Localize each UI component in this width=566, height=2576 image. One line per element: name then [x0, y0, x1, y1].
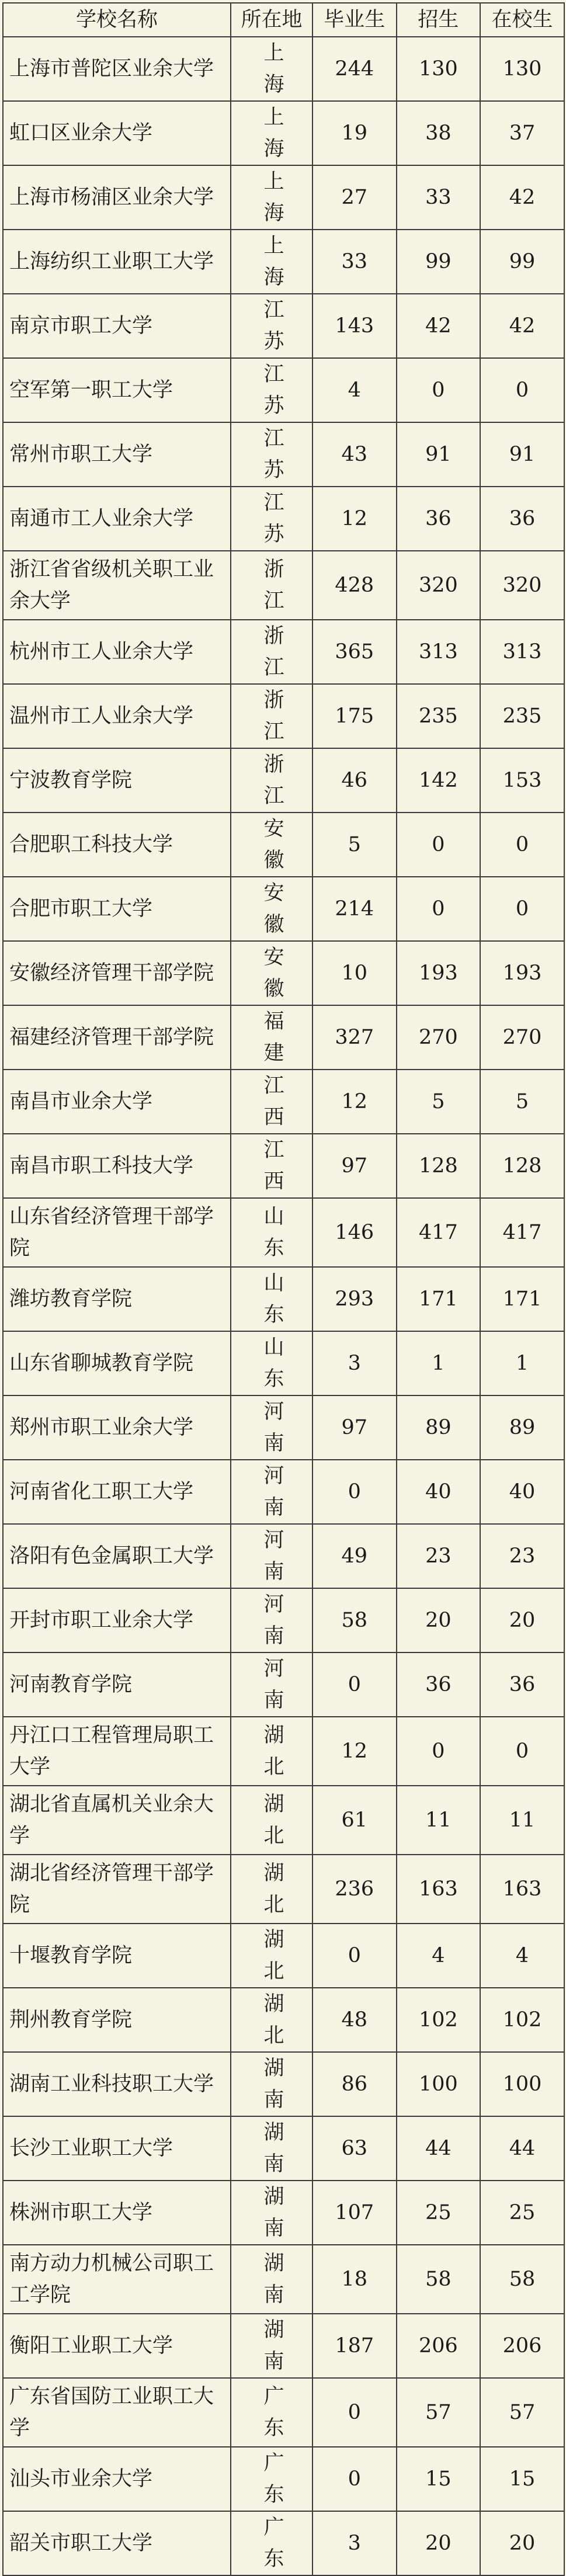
enrollment-cell: 40 — [397, 1460, 481, 1524]
school-name-cell: 株洲市职工大学 — [3, 2181, 231, 2245]
enrollment-cell: 15 — [397, 2447, 481, 2511]
location-cell: 湖南 — [231, 2314, 312, 2378]
current-students-cell: 44 — [480, 2116, 564, 2181]
graduates-cell: 10 — [312, 941, 397, 1005]
graduates-cell: 12 — [312, 1070, 397, 1134]
current-students-cell: 58 — [480, 2245, 564, 2314]
current-students-cell: 36 — [480, 487, 564, 551]
school-name-cell: 南昌市业余大学 — [3, 1070, 231, 1134]
current-students-cell: 36 — [480, 1652, 564, 1717]
current-students-cell: 313 — [480, 620, 564, 684]
school-name-cell: 洛阳有色金属职工大学 — [3, 1524, 231, 1588]
enrollment-cell: 1 — [397, 1331, 481, 1395]
current-students-cell: 20 — [480, 2511, 564, 2575]
graduates-cell: 244 — [312, 37, 397, 101]
current-students-cell: 193 — [480, 941, 564, 1005]
graduates-cell: 428 — [312, 551, 397, 620]
school-name-cell: 南京市职工大学 — [3, 294, 231, 358]
header-graduates: 毕业生 — [312, 3, 397, 37]
table-row — [3, 1652, 564, 1717]
school-name-cell: 杭州市工人业余大学 — [3, 620, 231, 684]
school-name-cell: 荆州教育学院 — [3, 1988, 231, 2052]
table-row — [3, 1855, 564, 1924]
location-cell: 安徽 — [231, 813, 312, 877]
table-row — [3, 294, 564, 358]
enrollment-cell: 313 — [397, 620, 481, 684]
graduates-cell: 146 — [312, 1198, 397, 1267]
enrollment-cell: 25 — [397, 2181, 481, 2245]
enrollment-cell: 89 — [397, 1395, 481, 1460]
location-cell: 湖南 — [231, 2245, 312, 2314]
school-name-cell: 上海市普陀区业余大学 — [3, 37, 231, 101]
location-cell: 河南 — [231, 1460, 312, 1524]
current-students-cell: 153 — [480, 748, 564, 813]
location-cell: 河南 — [231, 1652, 312, 1717]
enrollment-cell: 270 — [397, 1005, 481, 1070]
school-name-cell: 上海纺织工业职工大学 — [3, 230, 231, 294]
table-row — [3, 37, 564, 101]
location-cell: 安徽 — [231, 941, 312, 1005]
table-row — [3, 1070, 564, 1134]
enrollment-cell: 0 — [397, 813, 481, 877]
current-students-cell: 0 — [480, 358, 564, 422]
graduates-cell: 5 — [312, 813, 397, 877]
location-cell: 江苏 — [231, 487, 312, 551]
table-row — [3, 2378, 564, 2447]
enrollment-cell: 36 — [397, 1652, 481, 1717]
table-row — [3, 941, 564, 1005]
location-cell: 上海 — [231, 165, 312, 230]
header-school-name: 学校名称 — [3, 3, 231, 37]
table-row — [3, 1924, 564, 1988]
graduates-cell: 61 — [312, 1786, 397, 1855]
location-cell: 浙江 — [231, 620, 312, 684]
location-cell: 湖北 — [231, 1717, 312, 1786]
graduates-cell: 3 — [312, 2511, 397, 2575]
table-row — [3, 165, 564, 230]
enrollment-cell: 57 — [397, 2378, 481, 2447]
enrollment-cell: 38 — [397, 101, 481, 165]
current-students-cell: 15 — [480, 2447, 564, 2511]
graduates-cell: 143 — [312, 294, 397, 358]
table-row — [3, 2447, 564, 2511]
location-cell: 广东 — [231, 2447, 312, 2511]
enrollment-cell: 128 — [397, 1134, 481, 1198]
location-cell: 湖北 — [231, 1924, 312, 1988]
current-students-cell: 0 — [480, 877, 564, 941]
school-name-cell: 潍坊教育学院 — [3, 1267, 231, 1331]
table-row — [3, 2511, 564, 2575]
location-cell: 江苏 — [231, 358, 312, 422]
current-students-cell: 57 — [480, 2378, 564, 2447]
location-cell: 江西 — [231, 1070, 312, 1134]
current-students-cell: 1 — [480, 1331, 564, 1395]
schools-table — [2, 2, 565, 2576]
table-row — [3, 1005, 564, 1070]
current-students-cell: 270 — [480, 1005, 564, 1070]
table-row — [3, 2181, 564, 2245]
graduates-cell: 12 — [312, 1717, 397, 1786]
table-row — [3, 2052, 564, 2116]
location-cell: 广东 — [231, 2511, 312, 2575]
enrollment-cell: 99 — [397, 230, 481, 294]
current-students-cell: 5 — [480, 1070, 564, 1134]
current-students-cell: 163 — [480, 1855, 564, 1924]
school-name-cell: 汕头市业余大学 — [3, 2447, 231, 2511]
current-students-cell: 23 — [480, 1524, 564, 1588]
location-cell: 江西 — [231, 1134, 312, 1198]
table-row — [3, 1717, 564, 1786]
current-students-cell: 42 — [480, 294, 564, 358]
enrollment-cell: 193 — [397, 941, 481, 1005]
graduates-cell: 0 — [312, 1460, 397, 1524]
location-cell: 浙江 — [231, 551, 312, 620]
location-cell: 福建 — [231, 1005, 312, 1070]
enrollment-cell: 42 — [397, 294, 481, 358]
table-row — [3, 1331, 564, 1395]
location-cell: 广东 — [231, 2378, 312, 2447]
enrollment-cell: 320 — [397, 551, 481, 620]
table-row — [3, 358, 564, 422]
table-row — [3, 551, 564, 620]
school-name-cell: 长沙工业职工大学 — [3, 2116, 231, 2181]
enrollment-cell: 36 — [397, 487, 481, 551]
graduates-cell: 3 — [312, 1331, 397, 1395]
school-name-cell: 湖北省直属机关业余大学 — [3, 1786, 231, 1855]
current-students-cell: 89 — [480, 1395, 564, 1460]
current-students-cell: 20 — [480, 1588, 564, 1652]
school-name-cell: 合肥职工科技大学 — [3, 813, 231, 877]
enrollment-cell: 0 — [397, 877, 481, 941]
current-students-cell: 11 — [480, 1786, 564, 1855]
graduates-cell: 48 — [312, 1988, 397, 2052]
current-students-cell: 0 — [480, 813, 564, 877]
school-name-cell: 浙江省省级机关职工业余大学 — [3, 551, 231, 620]
school-name-cell: 河南教育学院 — [3, 1652, 231, 1717]
enrollment-cell: 33 — [397, 165, 481, 230]
enrollment-cell: 11 — [397, 1786, 481, 1855]
school-name-cell: 福建经济管理干部学院 — [3, 1005, 231, 1070]
school-name-cell: 合肥市职工大学 — [3, 877, 231, 941]
current-students-cell: 4 — [480, 1924, 564, 1988]
table-row — [3, 813, 564, 877]
location-cell: 湖南 — [231, 2181, 312, 2245]
graduates-cell: 214 — [312, 877, 397, 941]
table-row — [3, 1460, 564, 1524]
graduates-cell: 365 — [312, 620, 397, 684]
location-cell: 河南 — [231, 1588, 312, 1652]
current-students-cell: 206 — [480, 2314, 564, 2378]
table-row — [3, 877, 564, 941]
enrollment-cell: 100 — [397, 2052, 481, 2116]
school-name-cell: 山东省聊城教育学院 — [3, 1331, 231, 1395]
table-row — [3, 1134, 564, 1198]
current-students-cell: 40 — [480, 1460, 564, 1524]
current-students-cell: 0 — [480, 1717, 564, 1786]
current-students-cell: 100 — [480, 2052, 564, 2116]
enrollment-cell: 235 — [397, 684, 481, 748]
graduates-cell: 49 — [312, 1524, 397, 1588]
table-row — [3, 1588, 564, 1652]
location-cell: 湖北 — [231, 1988, 312, 2052]
table-row — [3, 101, 564, 165]
location-cell: 湖北 — [231, 1855, 312, 1924]
location-cell: 山东 — [231, 1267, 312, 1331]
current-students-cell: 37 — [480, 101, 564, 165]
table-row — [3, 620, 564, 684]
graduates-cell: 58 — [312, 1588, 397, 1652]
graduates-cell: 43 — [312, 422, 397, 487]
school-name-cell: 宁波教育学院 — [3, 748, 231, 813]
table-row — [3, 1786, 564, 1855]
enrollment-cell: 4 — [397, 1924, 481, 1988]
enrollment-cell: 130 — [397, 37, 481, 101]
current-students-cell: 42 — [480, 165, 564, 230]
graduates-cell: 107 — [312, 2181, 397, 2245]
enrollment-cell: 20 — [397, 1588, 481, 1652]
current-students-cell: 99 — [480, 230, 564, 294]
school-name-cell: 南方动力机械公司职工工学院 — [3, 2245, 231, 2314]
enrollment-cell: 163 — [397, 1855, 481, 1924]
graduates-cell: 293 — [312, 1267, 397, 1331]
table-row — [3, 2116, 564, 2181]
graduates-cell: 33 — [312, 230, 397, 294]
table-row — [3, 1988, 564, 2052]
enrollment-cell: 417 — [397, 1198, 481, 1267]
location-cell: 河南 — [231, 1395, 312, 1460]
table-row — [3, 1524, 564, 1588]
location-cell: 湖南 — [231, 2116, 312, 2181]
graduates-cell: 0 — [312, 2378, 397, 2447]
header-current-students: 在校生 — [480, 3, 564, 37]
table-body — [3, 37, 564, 2575]
location-cell: 江苏 — [231, 422, 312, 487]
table-row — [3, 684, 564, 748]
table-row — [3, 2245, 564, 2314]
school-name-cell: 虹口区业余大学 — [3, 101, 231, 165]
graduates-cell: 0 — [312, 1652, 397, 1717]
graduates-cell: 0 — [312, 2447, 397, 2511]
table-row — [3, 230, 564, 294]
table-row — [3, 1267, 564, 1331]
graduates-cell: 97 — [312, 1134, 397, 1198]
graduates-cell: 19 — [312, 101, 397, 165]
school-name-cell: 安徽经济管理干部学院 — [3, 941, 231, 1005]
current-students-cell: 235 — [480, 684, 564, 748]
enrollment-cell: 0 — [397, 1717, 481, 1786]
enrollment-cell: 0 — [397, 358, 481, 422]
enrollment-cell: 5 — [397, 1070, 481, 1134]
current-students-cell: 171 — [480, 1267, 564, 1331]
school-name-cell: 南通市工人业余大学 — [3, 487, 231, 551]
graduates-cell: 175 — [312, 684, 397, 748]
enrollment-cell: 91 — [397, 422, 481, 487]
document-sheet — [2, 2, 564, 2571]
current-students-cell: 91 — [480, 422, 564, 487]
school-name-cell: 温州市工人业余大学 — [3, 684, 231, 748]
school-name-cell: 山东省经济管理干部学院 — [3, 1198, 231, 1267]
graduates-cell: 12 — [312, 487, 397, 551]
header-row — [3, 3, 564, 37]
graduates-cell: 236 — [312, 1855, 397, 1924]
graduates-cell: 187 — [312, 2314, 397, 2378]
table-row — [3, 1198, 564, 1267]
school-name-cell: 衡阳工业职工大学 — [3, 2314, 231, 2378]
header-location: 所在地 — [231, 3, 312, 37]
graduates-cell: 46 — [312, 748, 397, 813]
location-cell: 浙江 — [231, 748, 312, 813]
enrollment-cell: 142 — [397, 748, 481, 813]
school-name-cell: 常州市职工大学 — [3, 422, 231, 487]
school-name-cell: 开封市职工业余大学 — [3, 1588, 231, 1652]
location-cell: 湖北 — [231, 1786, 312, 1855]
graduates-cell: 4 — [312, 358, 397, 422]
location-cell: 上海 — [231, 230, 312, 294]
school-name-cell: 河南省化工职工大学 — [3, 1460, 231, 1524]
graduates-cell: 27 — [312, 165, 397, 230]
school-name-cell: 湖南工业科技职工大学 — [3, 2052, 231, 2116]
school-name-cell: 上海市杨浦区业余大学 — [3, 165, 231, 230]
location-cell: 上海 — [231, 37, 312, 101]
enrollment-cell: 44 — [397, 2116, 481, 2181]
graduates-cell: 86 — [312, 2052, 397, 2116]
table-row — [3, 748, 564, 813]
school-name-cell: 十堰教育学院 — [3, 1924, 231, 1988]
location-cell: 上海 — [231, 101, 312, 165]
location-cell: 山东 — [231, 1198, 312, 1267]
graduates-cell: 97 — [312, 1395, 397, 1460]
graduates-cell: 18 — [312, 2245, 397, 2314]
current-students-cell: 417 — [480, 1198, 564, 1267]
enrollment-cell: 23 — [397, 1524, 481, 1588]
enrollment-cell: 171 — [397, 1267, 481, 1331]
school-name-cell: 广东省国防工业职工大学 — [3, 2378, 231, 2447]
table-row — [3, 422, 564, 487]
enrollment-cell: 102 — [397, 1988, 481, 2052]
enrollment-cell: 20 — [397, 2511, 481, 2575]
table-row — [3, 1395, 564, 1460]
graduates-cell: 63 — [312, 2116, 397, 2181]
current-students-cell: 130 — [480, 37, 564, 101]
current-students-cell: 320 — [480, 551, 564, 620]
graduates-cell: 0 — [312, 1924, 397, 1988]
school-name-cell: 南昌市职工科技大学 — [3, 1134, 231, 1198]
school-name-cell: 空军第一职工大学 — [3, 358, 231, 422]
location-cell: 湖南 — [231, 2052, 312, 2116]
school-name-cell: 湖北省经济管理干部学院 — [3, 1855, 231, 1924]
location-cell: 安徽 — [231, 877, 312, 941]
table-row — [3, 2314, 564, 2378]
enrollment-cell: 58 — [397, 2245, 481, 2314]
location-cell: 山东 — [231, 1331, 312, 1395]
location-cell: 浙江 — [231, 684, 312, 748]
current-students-cell: 102 — [480, 1988, 564, 2052]
header-enrollment: 招生 — [397, 3, 481, 37]
school-name-cell: 丹江口工程管理局职工大学 — [3, 1717, 231, 1786]
school-name-cell: 韶关市职工大学 — [3, 2511, 231, 2575]
graduates-cell: 327 — [312, 1005, 397, 1070]
school-name-cell: 郑州市职工业余大学 — [3, 1395, 231, 1460]
current-students-cell: 25 — [480, 2181, 564, 2245]
current-students-cell: 128 — [480, 1134, 564, 1198]
location-cell: 河南 — [231, 1524, 312, 1588]
enrollment-cell: 206 — [397, 2314, 481, 2378]
location-cell: 江苏 — [231, 294, 312, 358]
table-row — [3, 487, 564, 551]
